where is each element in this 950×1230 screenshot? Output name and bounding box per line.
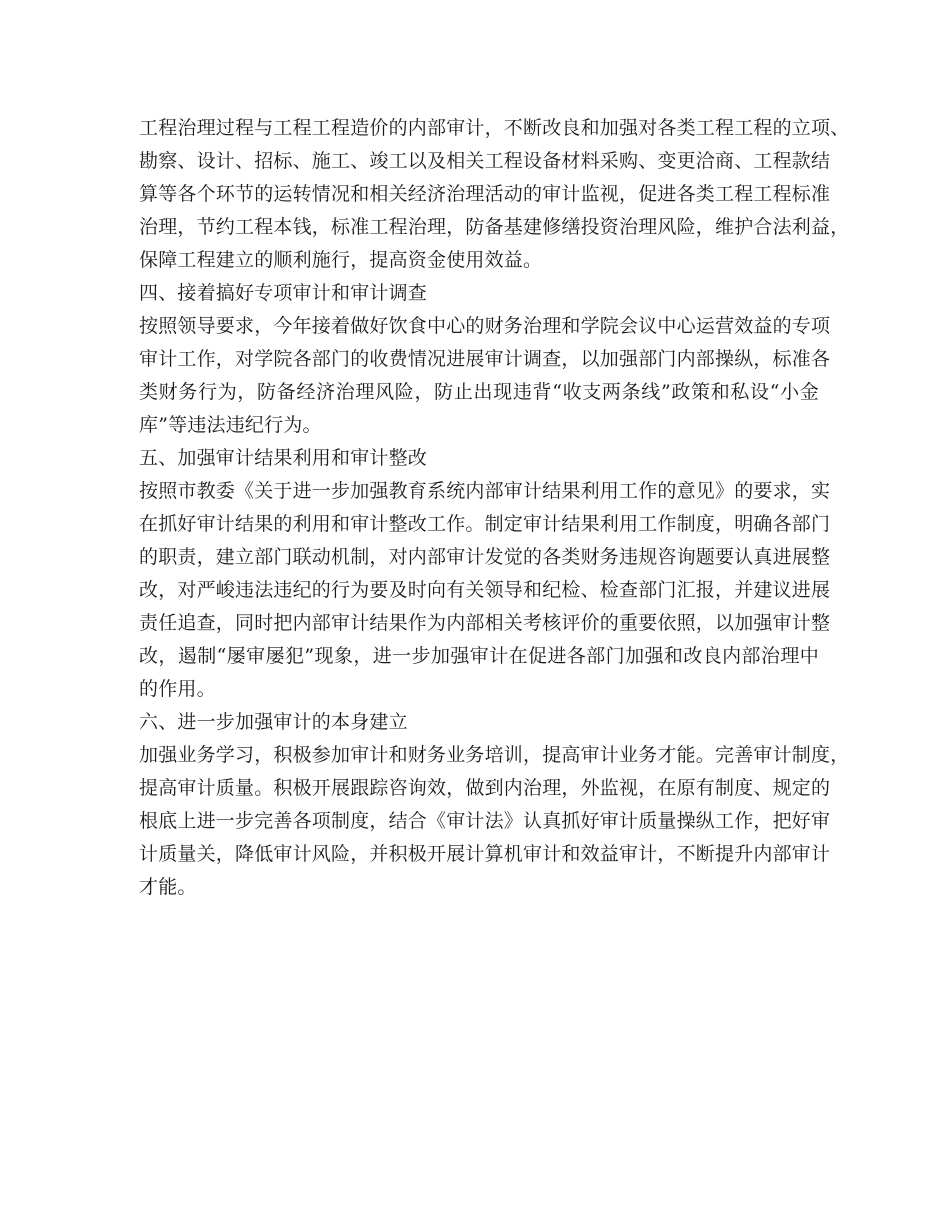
paragraph-special-audit (139, 310, 831, 442)
document-body (139, 112, 850, 904)
text-line: 根底上进一步完善各项制度，结合《审计法》认真抓好审计质量操纵工作，把好审 (139, 810, 831, 832)
text-line: 类财务行为，防备经济治理风险，防止出现违背“收支两条线”政策和私设“小金 (139, 381, 819, 403)
text-line: 计质量关，降低审计风险，并积极开展计算机审计和效益审计，不断提升内部审计 (139, 843, 831, 865)
paragraph-project-audit (139, 112, 850, 277)
text-line: 审计工作，对学院各部门的收费情况进展审计调查，以加强部门内部操纵，标准各 (139, 348, 831, 370)
text-line: 工程治理过程与工程工程造价的内部审计，不断改良和加强对各类工程工程的立项、 (139, 117, 850, 139)
text-line: 的职责，建立部门联动机制，对内部审计发觉的各类财务违规咨询题要认真进展整 (139, 546, 831, 568)
text-line: 在抓好审计结果的利用和审计整改工作。制定审计结果利用工作制度，明确各部门 (139, 513, 831, 535)
text-line: 才能。 (139, 876, 197, 898)
section-heading-6: 六、进一步加强审计的本身建立 (139, 711, 408, 733)
text-line: 的作用。 (139, 678, 216, 700)
text-line: 勘察、设计、招标、施工、竣工以及相关工程设备材料采购、变更洽商、工程款结 (139, 150, 831, 172)
text-line: 改，遏制“屡审屡犯”现象，进一步加强审计在促进各部门加强和改良内部治理中 (139, 645, 819, 667)
text-line: 算等各个环节的运转情况和相关经济治理活动的审计监视，促进各类工程工程标准 (139, 183, 831, 205)
text-line: 保障工程建立的顺利施行，提高资金使用效益。 (139, 249, 543, 271)
text-line: 责任追查，同时把内部审计结果作为内部相关考核评价的重要依照，以加强审计整 (139, 612, 831, 634)
text-line: 按照市教委《关于进一步加强教育系统内部审计结果利用工作的意见》的要求，实 (139, 480, 831, 502)
paragraph-audit-results (139, 475, 831, 706)
text-line: 库”等违法违纪行为。 (139, 414, 322, 436)
section-heading-5: 五、加强审计结果利用和审计整改 (139, 447, 428, 469)
text-line: 按照领导要求，今年接着做好饮食中心的财务治理和学院会议中心运营效益的专项 (139, 315, 831, 337)
text-line: 改，对严峻违法违纪的行为要及时向有关领导和纪检、检查部门汇报，并建议进展 (139, 579, 831, 601)
text-line: 提高审计质量。积极开展跟踪咨询效，做到内治理，外监视，在原有制度、规定的 (139, 777, 831, 799)
section-heading-4: 四、接着搞好专项审计和审计调查 (139, 282, 428, 304)
text-line: 加强业务学习，积极参加审计和财务业务培训，提高审计业务才能。完善审计制度， (139, 744, 850, 766)
text-line: 治理，节约工程本钱，标准工程治理，防备基建修缮投资治理风险，维护合法利益， (139, 216, 850, 238)
paragraph-self-building (139, 739, 850, 904)
